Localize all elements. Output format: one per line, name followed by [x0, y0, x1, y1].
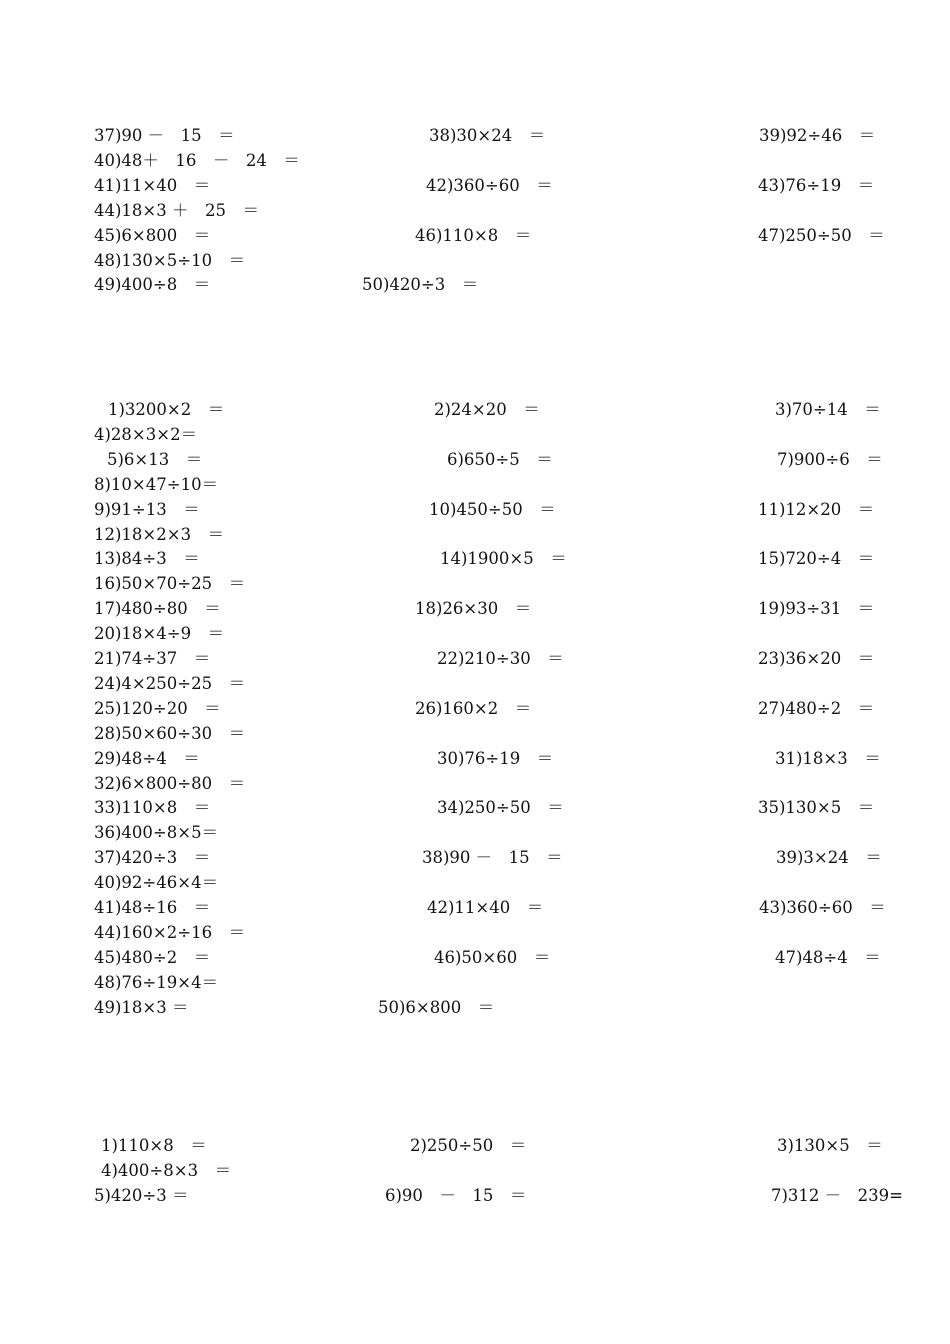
problem-row	[0, 747, 950, 771]
problem-row	[0, 149, 950, 173]
math-problem: 29)48÷4 ＝	[94, 748, 200, 768]
math-problem: 46)50×60 ＝	[434, 947, 551, 967]
math-problem: 44)160×2÷16 ＝	[94, 922, 246, 942]
math-problem: 11)12×20 ＝	[758, 499, 875, 519]
problem-row	[0, 622, 950, 646]
problem-row	[0, 1134, 950, 1158]
math-problem: 2)24×20 ＝	[434, 400, 540, 419]
problem-row	[0, 498, 950, 522]
math-problem: 36)400÷8×5＝	[94, 823, 219, 843]
problem-row	[0, 473, 950, 497]
math-problem: 15)720÷4 ＝	[758, 549, 875, 569]
math-problem: 49)400÷8 ＝	[94, 275, 211, 295]
problem-row	[0, 697, 950, 721]
math-problem: 44)18×3 ＋ 25 ＝	[94, 200, 259, 220]
problem-row	[0, 597, 950, 621]
math-problem: 43)76÷19 ＝	[758, 175, 875, 195]
math-problem: 49)18×3 ＝	[94, 997, 189, 1017]
math-problem: 22)210÷30 ＝	[437, 649, 564, 668]
math-problem: 47)250÷50 ＝	[758, 225, 885, 245]
math-problem: 28)50×60÷30 ＝	[94, 723, 246, 743]
math-problem: 47)48÷4 ＝	[775, 947, 881, 967]
problem-row	[0, 547, 950, 571]
math-problem: 50)420÷3 ＝	[362, 275, 479, 295]
math-problem: 41)11×40 ＝	[94, 175, 211, 195]
math-problem: 5)6×13 ＝	[107, 449, 203, 469]
math-problem: 14)1900×5 ＝	[440, 549, 567, 569]
problem-row	[0, 772, 950, 796]
problem-row	[0, 647, 950, 671]
math-problem: 10)450÷50 ＝	[429, 499, 556, 519]
problem-row	[0, 846, 950, 870]
math-problem: 50)6×800 ＝	[378, 997, 495, 1017]
math-problem: 25)120÷20 ＝	[94, 698, 221, 718]
problem-row	[0, 946, 950, 970]
problem-row	[0, 672, 950, 696]
math-problem: 37)420÷3 ＝	[94, 848, 211, 868]
math-problem: 8)10×47÷10＝	[94, 474, 219, 494]
math-problem: 5)420÷3 ＝	[94, 1185, 189, 1205]
problem-row	[0, 996, 950, 1020]
problem-row	[0, 398, 950, 422]
math-problem: 34)250÷50 ＝	[437, 798, 564, 818]
problem-row	[0, 796, 950, 820]
problem-row	[0, 224, 950, 248]
problem-row	[0, 448, 950, 472]
problem-row	[0, 249, 950, 273]
math-problem: 23)36×20 ＝	[758, 649, 875, 668]
problem-row	[0, 971, 950, 995]
math-problem: 31)18×3 ＝	[775, 748, 881, 768]
math-problem: 26)160×2 ＝	[415, 698, 532, 718]
math-problem: 20)18×4÷9 ＝	[94, 624, 225, 644]
math-problem: 16)50×70÷25 ＝	[94, 574, 246, 594]
math-problem: 7)900÷6 ＝	[777, 449, 883, 469]
math-problem: 37)90 － 15 ＝	[94, 126, 235, 145]
math-problem: 43)360÷60 ＝	[759, 898, 886, 917]
math-problem: 33)110×8 ＝	[94, 798, 211, 818]
problem-row	[0, 423, 950, 447]
math-problem: 3)70÷14 ＝	[775, 400, 881, 419]
problem-row	[0, 174, 950, 198]
math-problem: 38)30×24 ＝	[429, 126, 546, 145]
math-problem: 48)130×5÷10 ＝	[94, 250, 246, 270]
math-problem: 39)3×24 ＝	[776, 848, 882, 868]
math-problem: 48)76÷19×4＝	[94, 972, 219, 992]
math-problem: 42)360÷60 ＝	[426, 175, 553, 195]
math-problem: 6)650÷5 ＝	[447, 449, 553, 469]
math-problem: 35)130×5 ＝	[758, 798, 875, 818]
problem-row	[0, 1184, 950, 1208]
math-problem: 3)130×5 ＝	[777, 1136, 883, 1155]
math-problem: 45)6×800 ＝	[94, 225, 211, 245]
problem-row	[0, 199, 950, 223]
math-problem: 7)312 － 239=	[771, 1185, 903, 1205]
problem-row	[0, 523, 950, 547]
math-problem: 32)6×800÷80 ＝	[94, 773, 246, 793]
problem-row	[0, 1159, 950, 1183]
math-problem: 27)480÷2 ＝	[758, 698, 875, 718]
math-problem: 9)91÷13 ＝	[94, 499, 200, 519]
problem-row	[0, 871, 950, 895]
math-problem: 19)93÷31 ＝	[758, 599, 875, 619]
problem-row	[0, 273, 950, 297]
math-problem: 4)28×3×2＝	[94, 424, 198, 444]
math-problem: 6)90 － 15 ＝	[385, 1185, 527, 1205]
math-problem: 2)250÷50 ＝	[410, 1136, 527, 1155]
math-problem: 21)74÷37 ＝	[94, 649, 211, 668]
math-problem: 18)26×30 ＝	[415, 599, 532, 619]
problem-row	[0, 572, 950, 596]
problem-row	[0, 124, 950, 148]
math-problem: 40)48＋ 16 － 24 ＝	[94, 150, 300, 170]
math-problem: 45)480÷2 ＝	[94, 947, 211, 967]
math-problem: 1)3200×2 ＝	[108, 400, 225, 419]
math-problem: 24)4×250÷25 ＝	[94, 673, 246, 693]
math-problem: 39)92÷46 ＝	[759, 126, 876, 145]
problem-row	[0, 722, 950, 746]
problem-row	[0, 821, 950, 845]
math-problem: 30)76÷19 ＝	[437, 748, 554, 768]
math-problem: 4)400÷8×3 ＝	[101, 1160, 232, 1180]
problem-row	[0, 896, 950, 920]
problem-row	[0, 921, 950, 945]
math-problem: 13)84÷3 ＝	[94, 549, 200, 569]
math-problem: 17)480÷80 ＝	[94, 599, 221, 619]
math-problem: 38)90 － 15 ＝	[422, 848, 563, 868]
math-problem: 42)11×40 ＝	[427, 898, 544, 917]
math-problem: 46)110×8 ＝	[415, 225, 532, 245]
math-problem: 12)18×2×3 ＝	[94, 524, 225, 544]
math-problem: 41)48÷16 ＝	[94, 898, 211, 917]
math-problem: 1)110×8 ＝	[101, 1136, 207, 1155]
math-problem: 40)92÷46×4＝	[94, 873, 219, 893]
